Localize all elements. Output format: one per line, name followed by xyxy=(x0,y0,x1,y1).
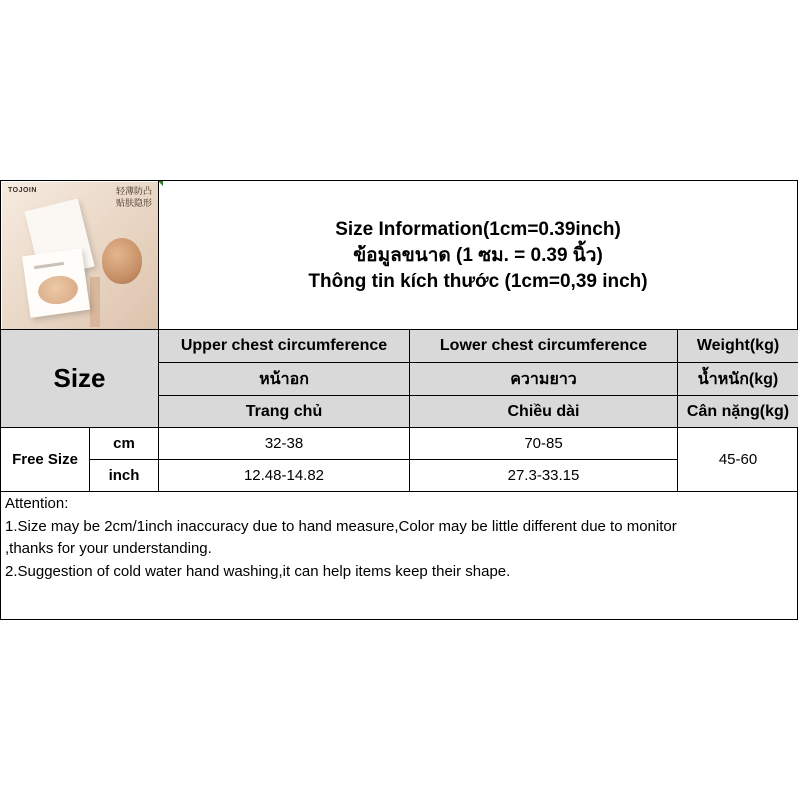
size-chart xyxy=(0,180,798,620)
upper-chest-inch-value: 12.48-14.82 xyxy=(243,467,325,484)
grid-line xyxy=(158,362,798,363)
unit-inch: inch xyxy=(108,467,140,484)
display-stand xyxy=(90,277,100,327)
lower-chest-header-vi: Chiều dài xyxy=(507,402,580,420)
upper-chest-header-vi: Trang chủ xyxy=(245,402,323,420)
egg-prop xyxy=(102,238,142,284)
lower-chest-cm-value: 70-85 xyxy=(524,435,563,452)
weight-header-th: น้ำหนัก(kg) xyxy=(697,370,779,388)
weight-value: 45-60 xyxy=(718,451,758,468)
grid-line xyxy=(409,329,410,491)
weight-header-vi: Cân nặng(kg) xyxy=(686,402,790,420)
size-information-title xyxy=(159,182,797,329)
grid-line xyxy=(158,181,159,491)
grid-line xyxy=(677,329,678,491)
title-english: Size Information(1cm=0.39inch) xyxy=(335,218,621,240)
lower-chest-header-en: Lower chest circumference xyxy=(439,337,648,354)
free-size-label: Free Size xyxy=(12,451,78,468)
product-image xyxy=(2,182,158,329)
attention-title: Attention: xyxy=(5,495,69,512)
upper-chest-cm-value: 32-38 xyxy=(264,435,304,452)
title-thai: ข้อมูลขนาด (1 ซม. = 0.39 นิ้ว) xyxy=(353,244,603,266)
attention-line-3: 2.Suggestion of cold water hand washing,it can help items keep their shape. xyxy=(5,562,511,580)
title-vietnamese: Thông tin kích thước (1cm=0,39 inch) xyxy=(308,270,648,292)
grid-line xyxy=(1,329,798,330)
attention-line-1: 1.Size may be 2cm/1inch inaccuracy due to hand measure,Color may be little different due to monitor xyxy=(5,517,677,535)
attention-notes xyxy=(5,493,793,583)
lower-chest-header-th: ความยาว xyxy=(510,370,577,388)
upper-chest-header-th: หน้าอก xyxy=(259,370,309,388)
grid-line xyxy=(1,427,798,428)
product-slogan: 轻薄防凸 贴肤隐形 xyxy=(115,186,152,208)
lower-chest-inch-value: 27.3-33.15 xyxy=(507,467,580,484)
attention-line-2: ,thanks for your understanding. xyxy=(5,540,212,557)
grid-line xyxy=(89,459,677,460)
weight-header-en: Weight(kg) xyxy=(696,337,780,354)
grid-line xyxy=(89,427,90,491)
upper-chest-header-en: Upper chest circumference xyxy=(180,337,388,354)
grid-line xyxy=(158,395,798,396)
size-header: Size xyxy=(53,363,106,393)
brand-logo: TOJOIN xyxy=(8,187,37,194)
unit-cm: cm xyxy=(113,435,135,452)
grid-line xyxy=(1,491,798,492)
